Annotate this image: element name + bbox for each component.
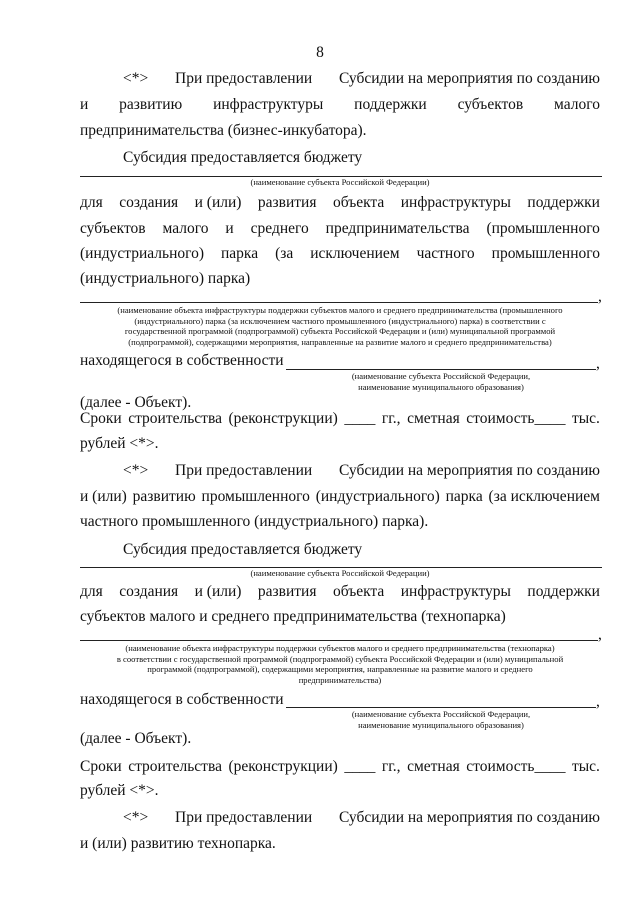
- blank: ____: [344, 758, 376, 775]
- word: тыс.: [571, 410, 600, 427]
- s1-purpose-line4: (индустриального) парка): [80, 270, 251, 287]
- word: развития: [257, 583, 317, 600]
- word: парка: [445, 488, 483, 505]
- s1-owner-caption: [286, 371, 596, 392]
- s2-ownership-line: находящегося в собственности: [80, 691, 284, 708]
- word: и (или): [80, 488, 127, 505]
- word: (за исключением: [488, 488, 600, 505]
- s2-purpose-line2: субъектов малого и среднего предпринимательства (технопарка): [80, 608, 506, 625]
- word: (за: [275, 245, 294, 262]
- word: частного: [416, 245, 475, 262]
- word: и: [225, 220, 234, 237]
- s2-object-comma: ,: [598, 626, 602, 643]
- caption-line: (наименование объекта инфраструктуры поддержки субъектов малого и среднего предпринимательства (промышленного: [117, 305, 563, 315]
- caption-line: предпринимательства): [298, 674, 382, 685]
- word: для: [80, 194, 103, 211]
- word: поддержки: [527, 194, 600, 211]
- word: и (или): [194, 194, 242, 211]
- page-number: 8: [316, 44, 324, 61]
- s1-rubles: рублей <*>.: [80, 435, 159, 452]
- word: парка: [221, 245, 259, 262]
- s1-purpose-line3: [80, 244, 600, 264]
- text-span: При предоставлении: [175, 809, 313, 826]
- caption-line: (индустриального) парка (за исключением частного промышленного (индустриального) парка) в соответствии с: [134, 315, 546, 326]
- word: Сроки: [80, 758, 122, 775]
- word: развитию: [132, 488, 196, 505]
- footnote-marker: <*>: [123, 70, 149, 87]
- word: сметная: [407, 410, 460, 427]
- word: гг.,: [381, 758, 401, 775]
- s3-paragraph-line2: и (или) развитию технопарка.: [80, 835, 276, 852]
- word: стоимость____: [466, 758, 566, 775]
- caption-line: (наименование объекта инфраструктуры поддержки субъектов малого и среднего предпринимательства (технопарка): [125, 643, 555, 653]
- word: объекта: [332, 194, 385, 211]
- word: (индустриального): [315, 488, 440, 505]
- caption-line: (наименование субъекта Российской Федерации,: [351, 371, 531, 381]
- s2-subject-caption: (наименование субъекта Российской Федерации): [250, 568, 430, 578]
- s2-paragraph-line2: [80, 487, 600, 507]
- caption-line: (наименование субъекта Российской Федерации,: [351, 709, 531, 719]
- caption-line: государственной программой (подпрограммой) субъекта Российской Федерации и (или) муниципальной программой: [124, 326, 556, 336]
- s3-paragraph-line1: [123, 808, 600, 828]
- s1-paragraph-line2: [80, 95, 600, 115]
- text-span: Субсидии на мероприятия по созданию: [338, 462, 600, 479]
- word: и: [80, 96, 89, 113]
- caption-line: наименование муниципального образования): [358, 381, 524, 392]
- s2-owner-caption: [286, 709, 596, 730]
- text-span: При предоставлении: [175, 462, 313, 479]
- s1-purpose-line1: [80, 193, 600, 213]
- caption-line: в соответствии с государственной программой (подпрограммой) субъекта Российской Федерации и (или) муниципальной: [116, 653, 564, 664]
- word: строительства: [128, 410, 222, 427]
- s1-owner-blank: [286, 369, 596, 370]
- s2-paragraph-line3: частного промышленного (индустриального) парка).: [80, 513, 429, 530]
- word: (индустриального): [80, 245, 205, 262]
- word: развития: [257, 194, 317, 211]
- s2-subsidy-line: Субсидия предоставляется бюджету: [123, 541, 363, 558]
- caption-line: программой (подпрограммой), содержащими мероприятия, направленные на развитие малого и среднего: [147, 664, 533, 674]
- word: сметная: [407, 758, 460, 775]
- word: поддержки: [527, 583, 600, 600]
- word: среднего: [250, 220, 309, 237]
- footnote-marker: <*>: [123, 462, 149, 479]
- s1-purpose-line2: [80, 219, 600, 239]
- word: стоимость____: [466, 410, 566, 427]
- s2-object-blank: [80, 640, 598, 641]
- s2-paragraph-line1: [123, 461, 600, 481]
- s1-subsidy-line: Субсидия предоставляется бюджету: [123, 149, 363, 166]
- word: малого: [162, 220, 209, 237]
- s1-subject-caption: (наименование субъекта Российской Федерации): [250, 177, 430, 187]
- word: малого: [554, 96, 600, 113]
- s2-further: (далее - Объект).: [80, 730, 192, 747]
- s1-object-caption: [80, 305, 600, 347]
- word: Сроки: [80, 410, 122, 427]
- word: промышленного: [201, 488, 310, 505]
- s1-further: (далее - Объект).: [80, 394, 192, 411]
- word: гг.,: [381, 410, 401, 427]
- word: строительства: [128, 758, 222, 775]
- caption-line: (подпрограммой), содержащими мероприятия, направленные на развитие малого и среднего предпринимательства): [128, 336, 552, 347]
- footnote-marker: <*>: [123, 809, 149, 826]
- s2-owner-blank: [286, 707, 596, 708]
- s1-paragraph-line1: [123, 69, 600, 89]
- word: инфраструктуры: [400, 583, 511, 600]
- word: создания: [119, 583, 179, 600]
- s2-owner-comma: ,: [596, 693, 600, 710]
- word: (реконструкции): [228, 758, 338, 775]
- word: инфраструктуры: [213, 96, 324, 113]
- s1-terms-line: [80, 409, 600, 429]
- word: исключением: [310, 245, 400, 262]
- s1-owner-comma: ,: [596, 355, 600, 372]
- word: промышленного: [491, 245, 600, 262]
- s1-object-blank: [80, 302, 598, 303]
- word: предпринимательства: [325, 220, 470, 237]
- word: объекта: [332, 583, 385, 600]
- word: тыс.: [571, 758, 600, 775]
- word: для: [80, 583, 103, 600]
- s2-purpose-line1: [80, 582, 600, 602]
- word: инфраструктуры: [400, 194, 511, 211]
- s2-rubles: рублей <*>.: [80, 782, 159, 799]
- word: создания: [119, 194, 179, 211]
- word: субъектов: [457, 96, 524, 113]
- blank: ____: [344, 410, 376, 427]
- word: и (или): [194, 583, 242, 600]
- text-span: Субсидии на мероприятия по созданию: [338, 70, 600, 87]
- word: (реконструкции): [228, 410, 338, 427]
- s2-terms-line: [80, 757, 600, 777]
- word: развитию: [119, 96, 183, 113]
- text-span: При предоставлении: [175, 70, 313, 87]
- caption-line: наименование муниципального образования): [358, 719, 524, 730]
- s1-ownership-line: находящегося в собственности: [80, 352, 284, 369]
- word: (промышленного: [486, 220, 600, 237]
- text-span: Субсидии на мероприятия по созданию: [338, 809, 600, 826]
- s2-object-caption: [80, 643, 600, 685]
- word: субъектов: [80, 220, 146, 237]
- word: поддержки: [354, 96, 427, 113]
- s1-object-comma: ,: [598, 288, 602, 305]
- s1-paragraph-line3: предпринимательства (бизнес-инкубатора).: [80, 122, 367, 139]
